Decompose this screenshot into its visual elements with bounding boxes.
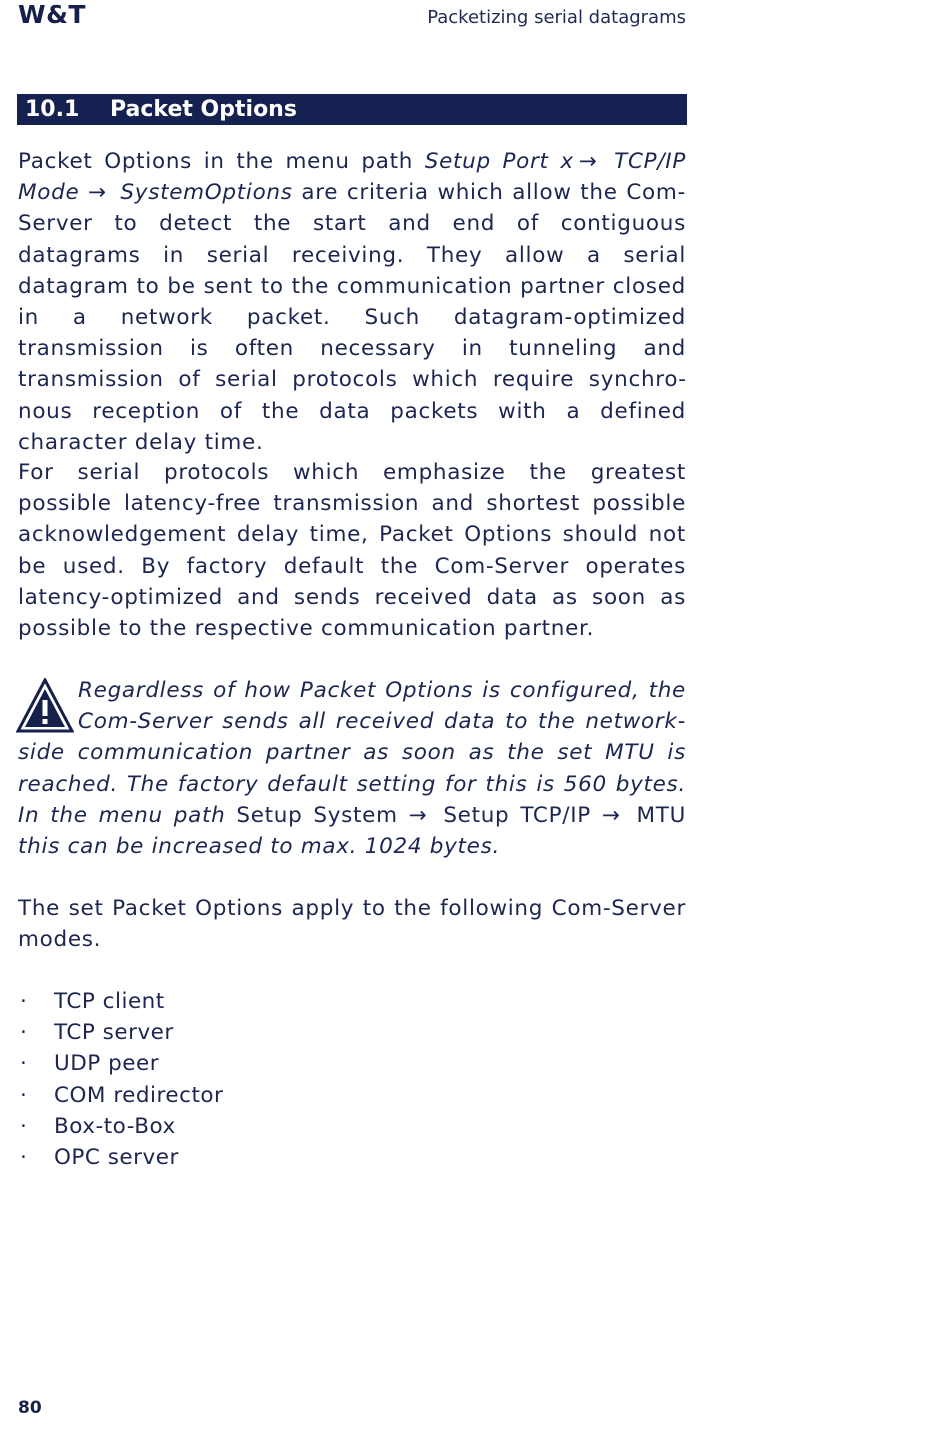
warning-note [18,675,686,862]
warning-text-start: Regardless of how Packet Options is configured, the Com-Server sends all received data to the network-side communication partner as soon as the set MTU is reached. The factory default setting for this is 560 bytes. In the menu path [18,678,686,828]
modes-list [18,986,223,1173]
section-heading [17,94,687,125]
list-item: · TCP client [18,986,223,1017]
menu-path-mtu: Setup System → Setup TCP/IP → MTU [236,802,687,828]
modes-intro-paragraph: The set Packet Options apply to the following Com-Server modes. [18,896,686,953]
bullet-icon: · [20,1145,28,1171]
brand-logo: W&T [18,0,86,29]
list-item: · UDP peer [18,1048,223,1079]
bullet-icon: · [20,1020,28,1046]
bullet-icon: · [20,1051,28,1077]
warning-triangle-icon [16,678,74,734]
running-head: Packetizing serial datagrams [427,7,686,28]
list-item: · TCP server [18,1017,223,1048]
page-number: 80 [18,1398,42,1418]
intro-text-end: are criteria which allow the Com-Server to detect the start and end of contiguous datagrams in serial receiving. They allow a serial datagram to be sent to the communication partner closed in a network packet. Such datagram-optimized transmission is often necessary in tunneling and transmission of serial protocols which require synchronous reception of the data packets with a defined character delay time. [18,180,687,455]
bullet-icon: · [20,989,28,1014]
bullet-icon: · [20,1113,28,1139]
bullet-icon: · [20,1082,28,1108]
intro-paragraph [18,146,686,458]
intro-text-start: Packet Options in the menu path [18,149,425,174]
latency-paragraph: For serial protocols which emphasize the greatest possible latency-free transmission and shortest possible acknowledgement delay time, Packet Options should not be used. By factory default the Com-Server operates latency-optimized and sends received data as soon as possible to the respective communication partner. [18,460,686,642]
menu-path-port: Setup Port x → TCP/IP Mode → SystemOptions [18,149,686,206]
list-item: · Box-to-Box [18,1111,223,1142]
list-item: · OPC server [18,1142,223,1173]
section-title: Packet Options [110,97,297,122]
section-number: 10.1 [25,97,80,122]
warning-text-end: this can be increased to max. 1024 bytes. [18,834,501,860]
list-item: · COM redirector [18,1080,223,1111]
